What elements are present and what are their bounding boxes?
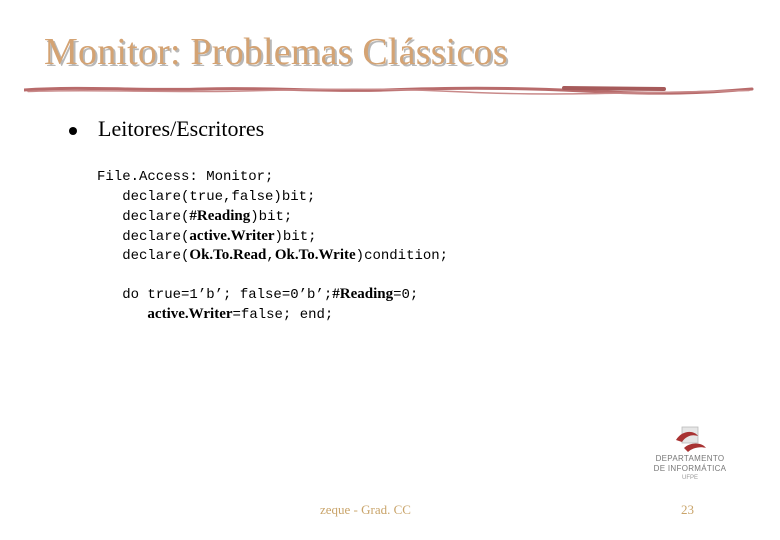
bullet-dot-icon — [69, 127, 77, 135]
logo-text-informatica: DE INFORMÁTICA — [653, 464, 727, 473]
code-line: declare(true,false)bit; — [97, 188, 316, 205]
code-line: declare(Ok.To.Read,Ok.To.Write)condition; — [97, 247, 449, 264]
logo-text-department: DEPARTAMENTO — [655, 454, 725, 463]
code-line: do true=1’b’; false=0’b’;#Reading=0; — [97, 286, 419, 303]
slide-title: Monitor: Problemas Clássicos — [44, 31, 508, 73]
code-line: declare(active.Writer)bit; — [97, 227, 317, 245]
code-block — [97, 168, 448, 324]
code-line: active.Writer=false; end; — [147, 305, 334, 323]
bullet-text: Leitores/Escritores — [98, 116, 265, 141]
logo-text-ufpe: UFPE — [681, 475, 698, 481]
code-line: File.Access: Monitor; — [97, 169, 274, 185]
title-underline-decoration — [24, 78, 754, 102]
code-line: declare(#Reading)bit; — [97, 208, 293, 225]
page-number: 23 — [681, 502, 694, 517]
footer-text: zeque - Grad. CC — [320, 502, 411, 517]
